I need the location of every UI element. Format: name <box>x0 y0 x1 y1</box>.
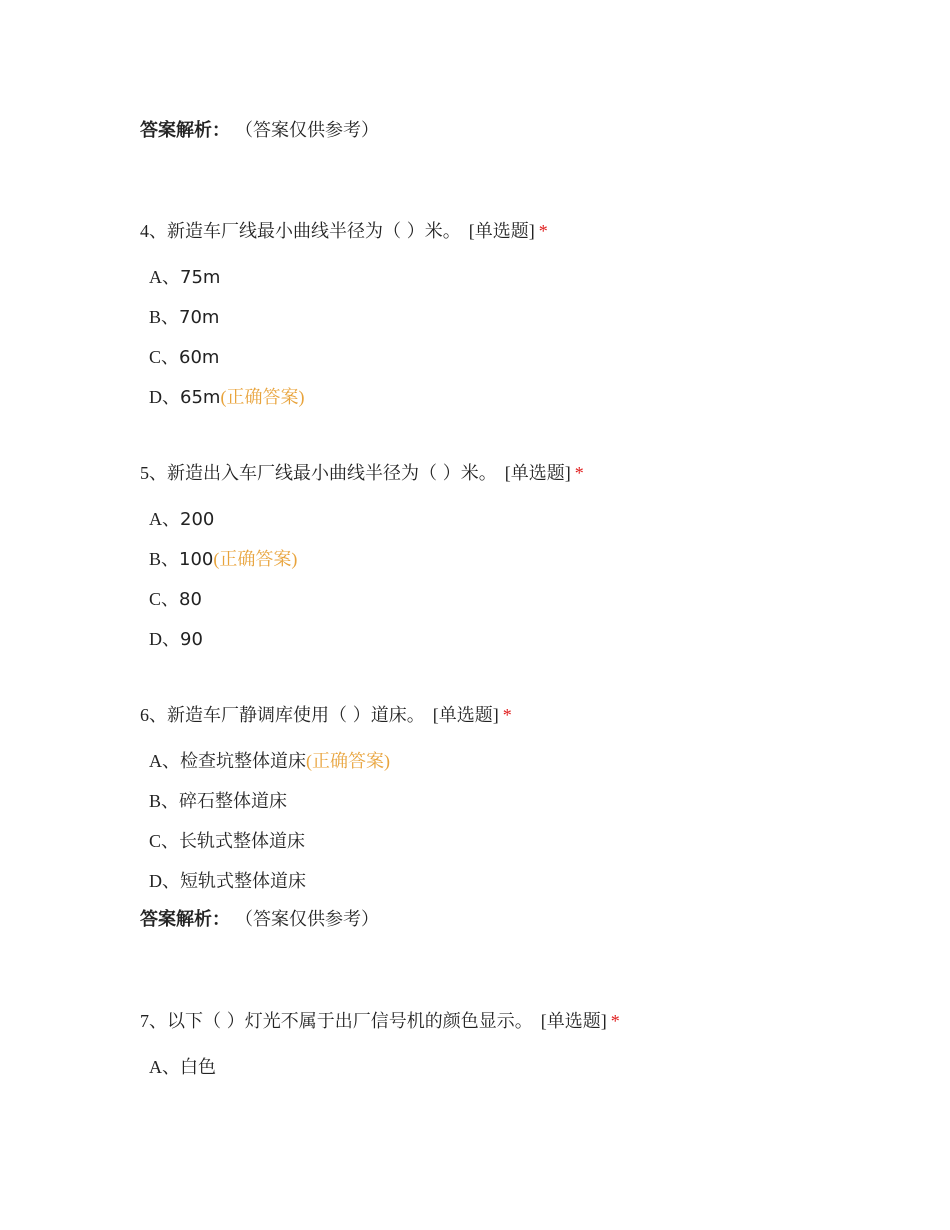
q6-option-d[interactable] <box>149 869 306 894</box>
option-text: 90 <box>180 629 203 650</box>
q5-option-c[interactable] <box>149 587 202 612</box>
question-text: 新造车厂线最小曲线半径为（ ）米。 <box>167 221 461 242</box>
option-text: 60m <box>179 347 220 368</box>
question-type: [单选题] <box>432 705 499 725</box>
option-letter: A、 <box>149 509 180 529</box>
question-text: 新造车厂静调库使用（ ）道床。 <box>167 705 425 726</box>
required-mark: * <box>538 221 548 241</box>
option-letter: B、 <box>149 307 180 327</box>
answer-analysis-top <box>140 119 379 143</box>
required-mark: * <box>574 463 584 483</box>
option-letter: A、 <box>149 751 180 771</box>
q4-option-d[interactable] <box>149 385 304 410</box>
required-mark: * <box>502 705 512 725</box>
correct-answer-mark: (正确答案) <box>306 751 390 771</box>
option-text: 200 <box>180 509 215 530</box>
q5-option-d[interactable] <box>149 627 203 652</box>
q5-option-b[interactable] <box>149 547 297 572</box>
option-letter: A、 <box>149 1057 180 1077</box>
option-letter: D、 <box>149 871 180 891</box>
question-text: 以下（ ）灯光不属于出厂信号机的颜色显示。 <box>167 1011 533 1032</box>
option-text: 长轨式整体道床 <box>179 831 306 852</box>
option-letter: C、 <box>149 347 180 367</box>
q4-option-c[interactable] <box>149 345 219 370</box>
analysis-label: 答案解析： <box>140 909 230 930</box>
option-letter: D、 <box>149 629 180 649</box>
q6-option-c[interactable] <box>149 829 305 854</box>
question-number: 4、 <box>140 221 167 241</box>
q4-option-a[interactable] <box>149 265 220 290</box>
option-text: 碎石整体道床 <box>179 791 288 812</box>
question-4-title <box>140 219 548 244</box>
question-number: 7、 <box>140 1011 167 1031</box>
question-type: [单选题] <box>540 1011 607 1031</box>
option-text: 100 <box>179 549 214 570</box>
correct-answer-mark: (正确答案) <box>220 387 305 407</box>
q7-option-a[interactable] <box>149 1055 216 1080</box>
option-text: 80 <box>179 589 202 610</box>
option-letter: B、 <box>149 549 180 569</box>
answer-analysis-q6 <box>140 908 379 932</box>
question-text: 新造出入车厂线最小曲线半径为（ ）米。 <box>167 463 497 484</box>
option-letter: A、 <box>149 267 180 287</box>
option-text: 检查坑整体道床 <box>180 751 306 772</box>
question-6-title <box>140 703 512 728</box>
q6-option-b[interactable] <box>149 789 287 814</box>
option-text: 75m <box>180 267 221 288</box>
question-type: [单选题] <box>504 463 571 483</box>
option-text: 白色 <box>180 1057 216 1078</box>
option-text: 70m <box>179 307 220 328</box>
q5-option-a[interactable] <box>149 507 214 532</box>
q6-option-a[interactable] <box>149 749 390 774</box>
analysis-note: （答案仅供参考） <box>244 909 379 930</box>
option-letter: D、 <box>149 387 180 407</box>
option-letter: C、 <box>149 831 180 851</box>
question-number: 5、 <box>140 463 167 483</box>
option-text: 短轨式整体道床 <box>180 871 306 892</box>
question-number: 6、 <box>140 705 167 725</box>
option-text: 65m <box>180 387 221 408</box>
q4-option-b[interactable] <box>149 305 219 330</box>
correct-answer-mark: (正确答案) <box>213 549 298 569</box>
analysis-note: （答案仅供参考） <box>244 120 379 141</box>
option-letter: B、 <box>149 791 180 811</box>
question-type: [单选题] <box>468 221 535 241</box>
question-5-title <box>140 461 584 486</box>
option-letter: C、 <box>149 589 180 609</box>
analysis-label: 答案解析： <box>140 120 230 141</box>
question-7-title <box>140 1009 620 1034</box>
required-mark: * <box>610 1011 620 1031</box>
